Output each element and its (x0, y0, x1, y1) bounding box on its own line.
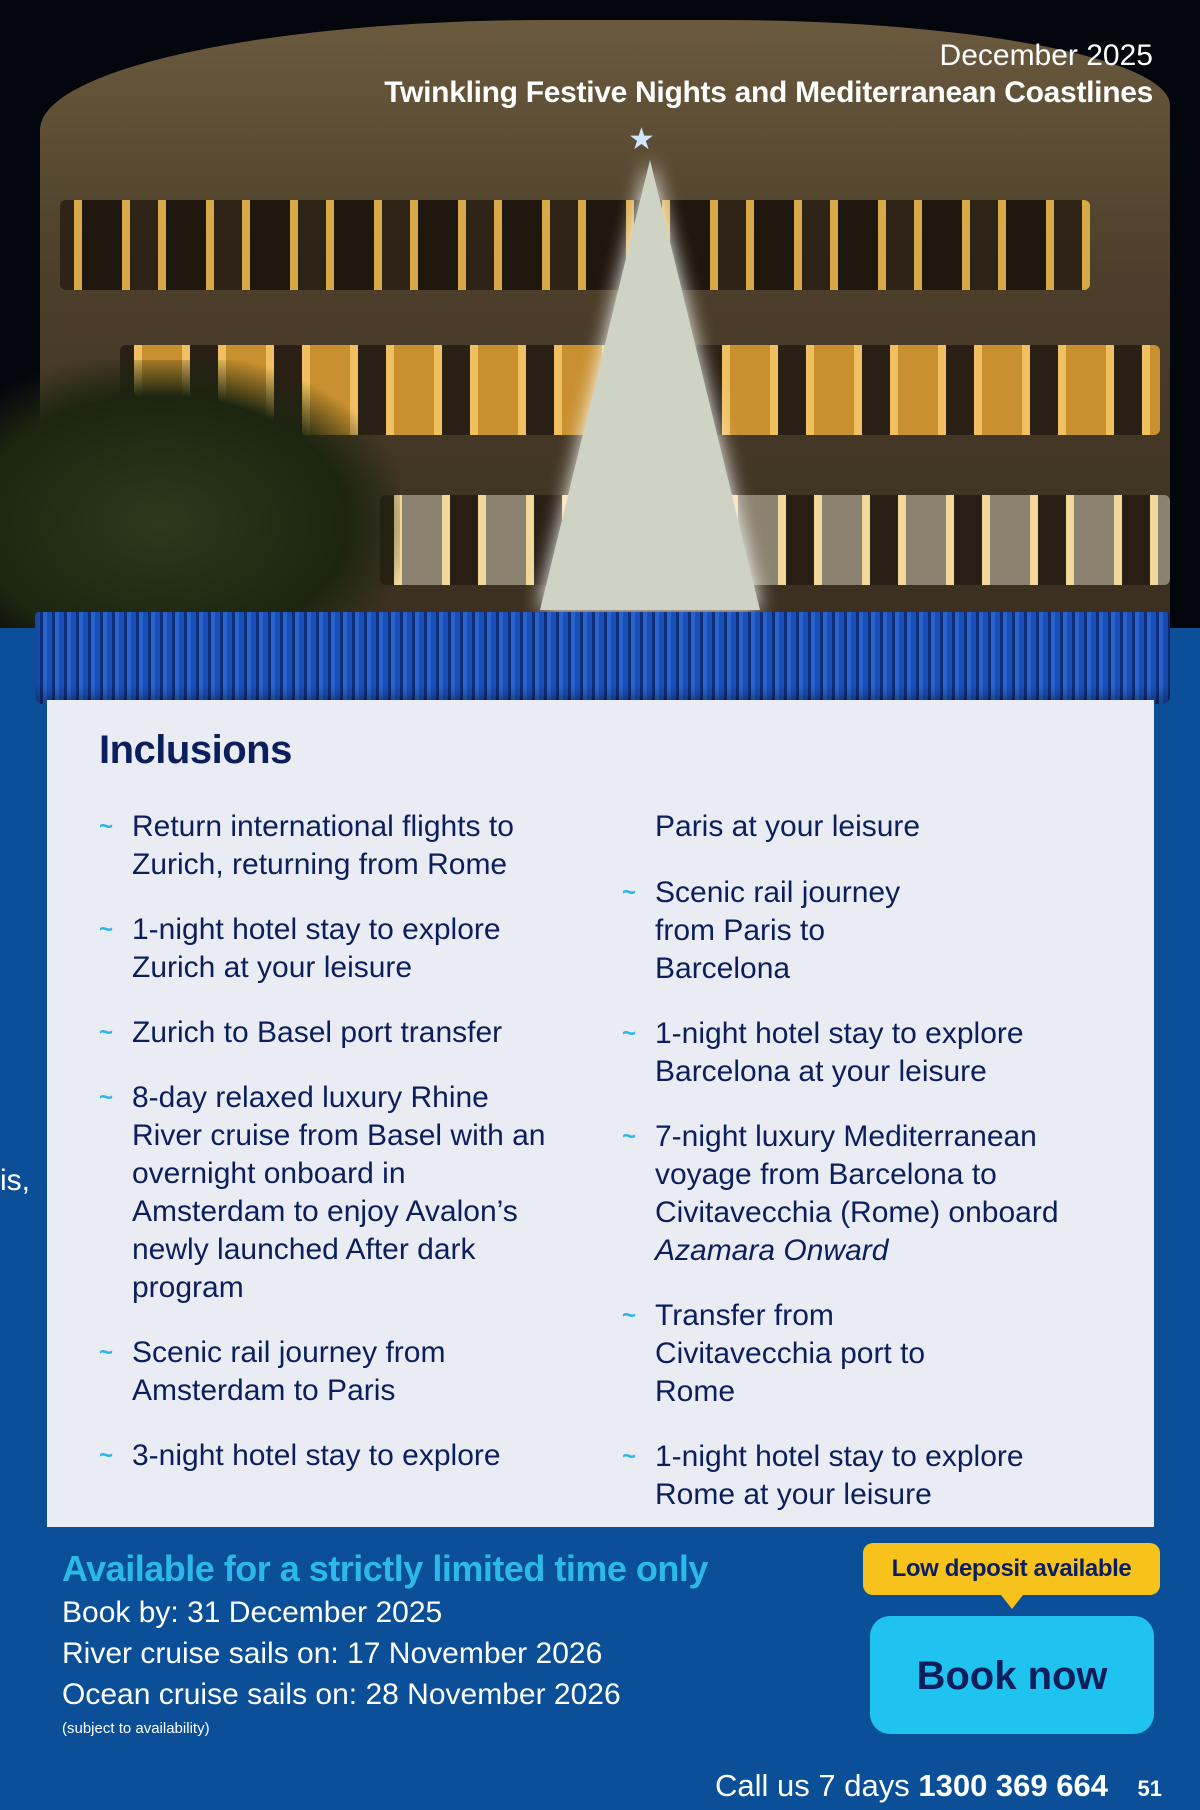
tilde-bullet-icon: ~ (99, 1442, 114, 1469)
tilde-bullet-icon: ~ (622, 1020, 637, 1047)
previous-page-fragment: is, (0, 1164, 30, 1197)
list-item: ~ Transfer from Civitavecchia port to Rome (622, 1299, 926, 1408)
list-item: ~ 7-night luxury Mediterranean voyage from Barcelona to Civitavecchia (Rome) onboard Azamara Onward (622, 1120, 1059, 1267)
inclusions-title: Inclusions (99, 728, 292, 772)
photo-title (384, 38, 1153, 112)
list-item: ~ 1-night hotel stay to explore Zurich at your leisure (99, 913, 501, 984)
list-item: ~ Scenic rail journey from Paris to Barcelona (622, 876, 901, 985)
inclusions-left-list (99, 808, 559, 1502)
book-by-date: Book by: 31 December 2025 (62, 1596, 443, 1629)
hero-photo (0, 0, 1200, 628)
ship-name: Azamara Onward (655, 1234, 889, 1267)
low-deposit-badge: Low deposit available (863, 1543, 1160, 1595)
list-item-continuation: Paris at your leisure (655, 810, 921, 843)
arches-lower (380, 495, 1170, 585)
list-item: ~ Zurich to Basel port transfer (99, 1014, 559, 1052)
phone-number[interactable]: 1300 369 664 (918, 1768, 1108, 1803)
offer-headline: Available for a strictly limited time only (62, 1548, 708, 1589)
list-item: ~ 3-night hotel stay to explore (99, 1437, 559, 1475)
tilde-bullet-icon: ~ (622, 1302, 637, 1329)
tilde-bullet-icon: ~ (99, 1019, 114, 1046)
river-cruise-date: River cruise sails on: 17 November 2026 (62, 1637, 603, 1670)
tilde-bullet-icon: ~ (99, 813, 114, 840)
call-us: Call us 7 days 1300 369 664 (715, 1768, 1108, 1803)
tour-title: Twinkling Festive Nights and Mediterranean Coastlines (384, 76, 1153, 109)
curtain-decoration (35, 612, 1170, 704)
christmas-tree (540, 160, 760, 610)
book-now-button[interactable]: Book now (870, 1616, 1154, 1734)
list-item: ~ Return international flights to Zurich, returning from Rome (99, 810, 514, 881)
star-icon: ★ (628, 123, 655, 156)
inclusions-panel (47, 700, 1154, 1527)
trees (0, 360, 400, 628)
list-item: ~ Scenic rail journey from Amsterdam to Paris (99, 1336, 446, 1407)
tilde-bullet-icon: ~ (622, 1443, 637, 1470)
tilde-bullet-icon: ~ (622, 1123, 637, 1150)
list-item: ~ 8-day relaxed luxury Rhine River cruise from Basel with an overnight onboard in Amsterdam to enjoy Avalon’s newly launched After dark program (99, 1081, 546, 1304)
list-item: ~ 1-night hotel stay to explore Rome at your leisure (622, 1440, 1024, 1511)
inclusions-right-list (622, 808, 1082, 1541)
list-item: ~ 1-night hotel stay to explore Barcelona at your leisure (622, 1017, 1024, 1088)
issue-date: December 2025 (939, 39, 1153, 72)
tilde-bullet-icon: ~ (99, 916, 114, 943)
tilde-bullet-icon: ~ (622, 879, 637, 906)
availability-note: (subject to availability) (62, 1720, 210, 1737)
ocean-cruise-date: Ocean cruise sails on: 28 November 2026 (62, 1678, 621, 1711)
tilde-bullet-icon: ~ (99, 1339, 114, 1366)
tilde-bullet-icon: ~ (99, 1084, 114, 1111)
page-number: 51 (1137, 1776, 1162, 1801)
